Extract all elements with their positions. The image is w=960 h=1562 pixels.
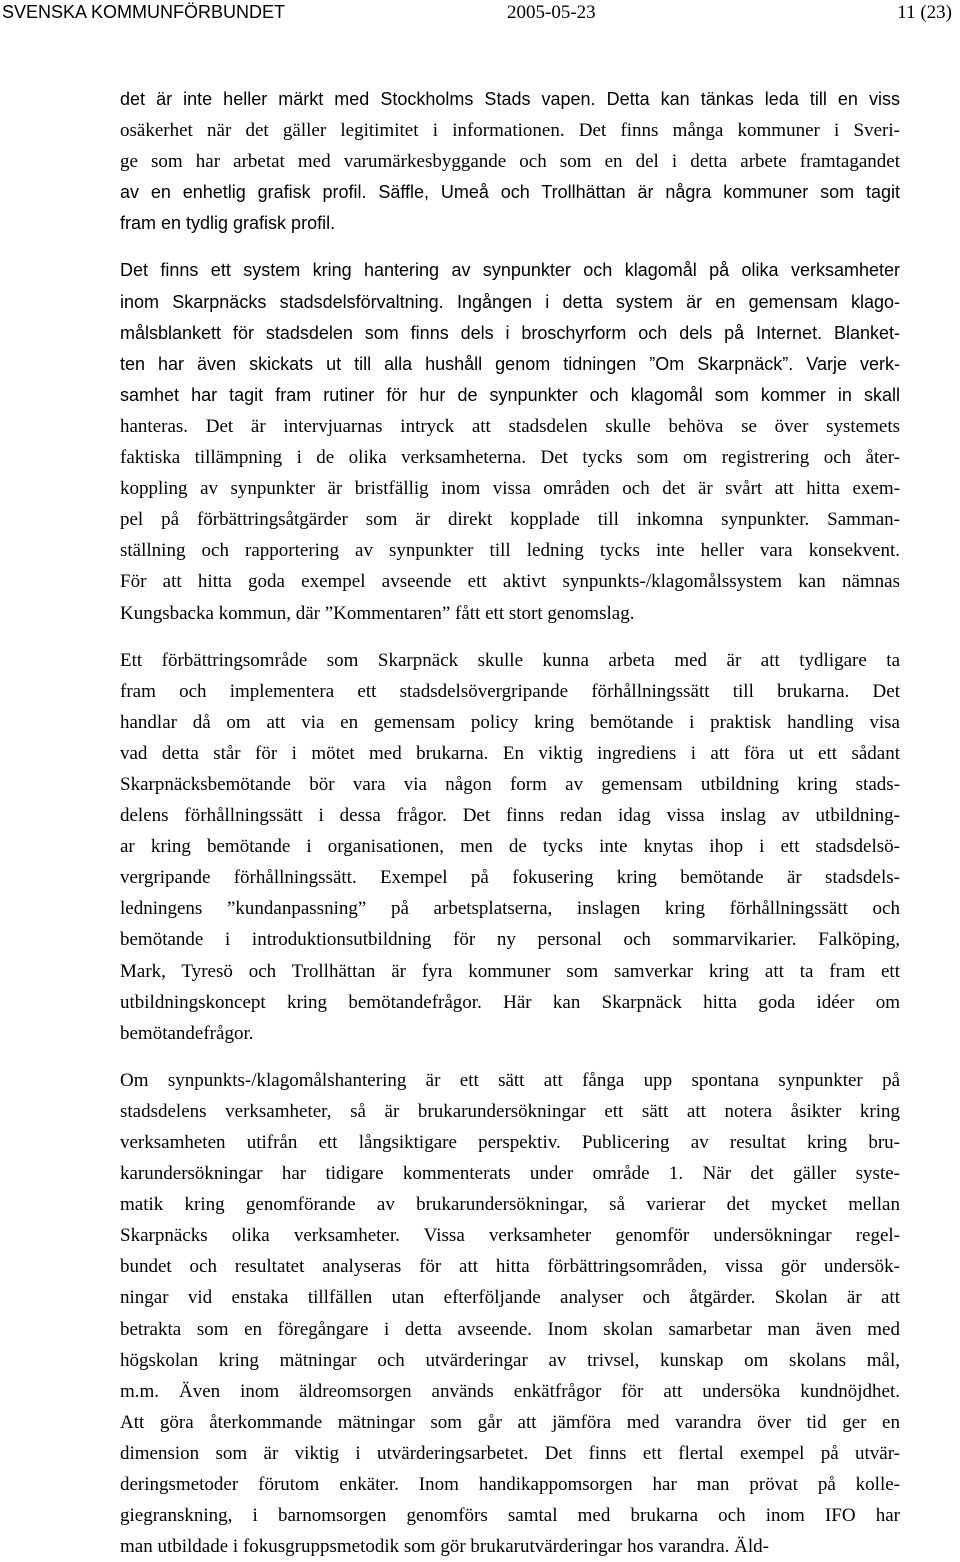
text-line: av en enhetlig grafisk profil. Säffle, Umeå och Trollhättan är några kommuner som tagit: [120, 182, 900, 203]
text-line: ställning och rapportering av synpunkter till ledning tycks inte heller vara konsekvent.: [120, 540, 900, 562]
text-line: samhet har tagit fram rutiner för hur de synpunkter och klagomål som kommer in skall: [120, 384, 900, 405]
text-line: vad detta står för i mötet med brukarna. En viktig ingrediens i att föra ut ett sådant: [120, 742, 900, 764]
document-date: 2005-05-23: [507, 2, 596, 23]
text-line: koppling av synpunkter är bristfällig inom vissa områden och det är svårt att hitta exem-: [120, 478, 900, 500]
text-line: handlar då om att via en gemensam policy kring bemötande i praktisk handling visa: [120, 711, 900, 733]
text-line: Mark, Tyresö och Trollhättan är fyra kommuner som samverkar kring att ta fram ett: [120, 960, 900, 982]
organization-name: SVENSKA KOMMUNFÖRBUNDET: [2, 2, 286, 22]
page-header: [0, 0, 960, 30]
text-line: målsblankett för stadsdelen som finns dels i broschyrform och dels på Internet. Blanket-: [120, 322, 900, 343]
text-line: inom Skarpnäcks stadsdelsförvaltning. Ingången i detta system är en gemensam klago-: [120, 291, 900, 312]
text-line: vergripande förhållningssätt. Exempel på fokusering kring bemötande är stadsdels-: [120, 867, 900, 889]
text-line: pel på förbättringsåtgärder som är direkt kopplade till inkomna synpunkter. Samman-: [120, 509, 900, 531]
text-line: För att hitta goda exempel avseende ett aktivt synpunkts-/klagomålssystem kan nämnas: [120, 571, 900, 593]
text-line: fram en tydlig grafisk profil.: [120, 213, 336, 234]
text-line: man utbildade i fokusgruppsmetodik som gör brukarutvärderingar hos varandra. Äld-: [120, 1536, 770, 1558]
text-line: Att göra återkommande mätningar som går att jämföra med varandra över tid ger en: [120, 1411, 900, 1433]
text-line: deringsmetoder förutom enkäter. Inom handikappomsorgen har man prövat på kolle-: [120, 1474, 900, 1496]
text-line: verksamheten utifrån ett långsiktigare perspektiv. Publicering av resultat kring bru-: [120, 1132, 900, 1153]
text-line: dimension som är viktig i utvärderingsarbetet. Det finns ett flertal exempel på utvär-: [120, 1442, 900, 1464]
text-line: giegranskning, i barnomsorgen genomförs samtal med brukarna och inom IFO har: [120, 1505, 900, 1527]
text-line: m.m. Även inom äldreomsorgen används enkätfrågor för att undersöka kundnöjdhet.: [120, 1380, 900, 1402]
text-line: ten har även skickats ut till alla hushåll genom tidningen ”Om Skarpnäck”. Varje verk-: [120, 353, 900, 374]
text-line: osäkerhet när det gäller legitimitet i informationen. Det finns många kommuner i Sveri-: [120, 120, 900, 142]
text-line: Skarpnäcksbemötande bör vara via någon form av gemensam utbildning kring stads-: [120, 773, 900, 795]
text-line: ledningens ”kundanpassning” på arbetsplatserna, inslagen kring förhållningssätt och: [120, 898, 900, 920]
text-line: Skarpnäcks olika verksamheter. Vissa verksamheter genomför undersökningar regel-: [120, 1225, 900, 1247]
document-body: [120, 84, 900, 1562]
text-line: ge som har arbetat med varumärkesbyggande och som en del i detta arbete framtagandet: [120, 151, 900, 173]
paragraph: [120, 645, 900, 1049]
text-line: Kungsbacka kommun, där ”Kommentaren” fått ett stort genomslag.: [120, 602, 635, 624]
text-line: matik kring genomförande av brukarundersökningar, så varierar det mycket mellan: [120, 1194, 900, 1216]
text-line: Om synpunkts-/klagomålshantering är ett sätt att fånga upp spontana synpunkter på: [120, 1069, 900, 1091]
text-line: bemötandefrågor.: [120, 1022, 254, 1044]
text-line: karundersökningar har tidigare kommenterats under område 1. När det gäller syste-: [120, 1163, 900, 1185]
text-line: utbildningskoncept kring bemötandefrågor. Här kan Skarpnäck hitta goda idéer om: [120, 991, 900, 1013]
text-line: hanteras. Det är intervjuarnas intryck att stadsdelen skulle behöva se över systemets: [120, 415, 900, 437]
page-number: 11 (23): [897, 2, 952, 23]
text-line: Ett förbättringsområde som Skarpnäck skulle kunna arbeta med är att tydligare ta: [120, 649, 900, 671]
text-line: högskolan kring mätningar och utvärderingar av trivsel, kunskap om skolans mål,: [120, 1349, 900, 1371]
paragraph: [120, 255, 900, 628]
text-line: fram och implementera ett stadsdelsövergripande förhållningssätt till brukarna. Det: [120, 680, 900, 702]
text-line: faktiska tillämpning i de olika verksamheterna. Det tycks som om registrering och åter-: [120, 447, 900, 469]
text-line: Det finns ett system kring hantering av synpunkter och klagomål på olika verksamheter: [120, 260, 900, 281]
text-line: delens förhållningssätt i dessa frågor. Det finns redan idag vissa inslag av utbildning-: [120, 805, 900, 827]
text-line: bundet och resultatet analyseras för att hitta förbättringsområden, vissa gör undersök-: [120, 1256, 900, 1278]
text-line: betrakta som en föregångare i detta avseende. Inom skolan samarbetar man även med: [120, 1318, 900, 1340]
text-line: ar kring bemötande i organisationen, men de tycks inte knytas ihop i ett stadsdelsö-: [120, 836, 900, 858]
text-line: det är inte heller märkt med Stockholms Stads vapen. Detta kan tänkas leda till en viss: [120, 89, 900, 109]
paragraph: [120, 1065, 900, 1562]
text-line: stadsdelens verksamheter, så är brukarundersökningar ett sätt att notera åsikter kring: [120, 1100, 900, 1122]
paragraph: [120, 84, 900, 239]
text-line: ningar vid enstaka tillfällen utan efterföljande analyser och åtgärder. Skolan är att: [120, 1287, 900, 1309]
text-line: bemötande i introduktionsutbildning för ny personal och sommarvikarier. Falköping,: [120, 929, 900, 951]
